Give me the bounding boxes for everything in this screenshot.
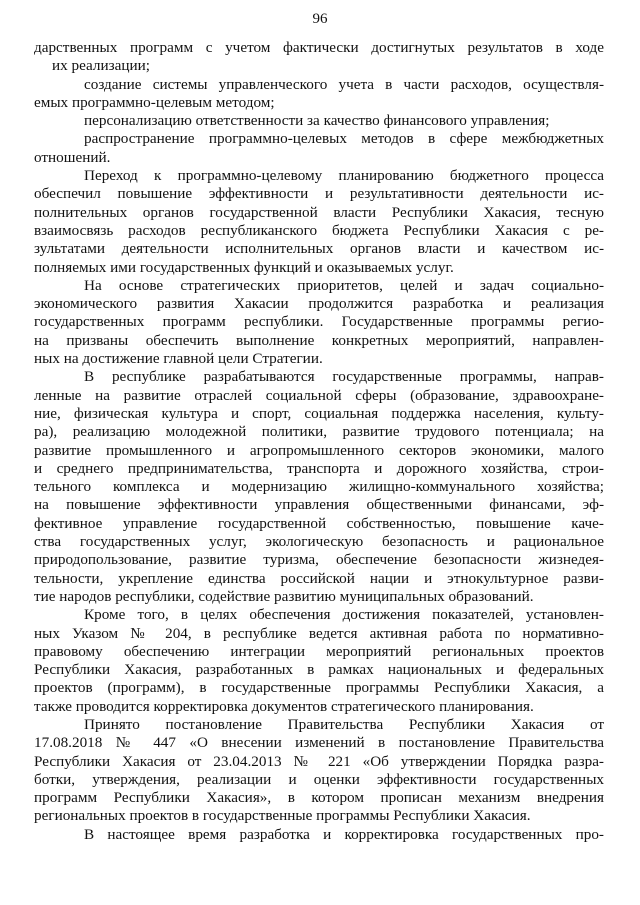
text-line: ние, физическая культура и спорт, социальная поддержка населения, культу-: [34, 404, 604, 422]
text-line: создание системы управленческого учета в части расходов, осуществля-: [84, 75, 604, 93]
text-line: ленные на развитие отраслей социальной сферы (образование, здравоохране-: [34, 386, 604, 404]
text-line: и среднего предпринимательства, транспорта и дорожного хозяйства, строи-: [34, 459, 604, 477]
page-number: 96: [312, 11, 328, 27]
text-line: проектов (программ), в государственные программы Республики Хакасия, а: [34, 679, 604, 697]
text-line: их реализации;: [52, 57, 150, 75]
text-line: Республики Хакасия, разработанных в рамках национальных и федеральных: [34, 661, 604, 679]
text-line: зультатами деятельности исполнительных органов власти и качеством ис-: [34, 240, 604, 258]
text-line: программ Республики Хакасия», в котором прописан механизм внедрения: [34, 789, 604, 807]
text-line: полняемых ими государственных функций и оказываемых услуг.: [34, 258, 454, 276]
text-line: В республике разрабатываются государственные программы, направ-: [84, 368, 604, 386]
text-line: обеспечил повышение эффективности и результативности деятельности ис-: [34, 185, 604, 203]
text-line: региональных проектов в государственные программы Республики Хакасия.: [34, 807, 531, 825]
text-line: распространение программно-целевых методов в сфере межбюджетных: [84, 130, 604, 148]
text-line: экономического развития Хакасии продолжится разработка и реализация: [34, 295, 604, 313]
text-line: тие народов республики, содействие развитию муниципальных образований.: [34, 587, 534, 605]
text-line: тельного комплекса и модернизацию жилищно-коммунального хозяйства;: [34, 478, 604, 496]
text-line: отношений.: [34, 148, 111, 166]
text-line: развитие промышленного и агропромышленного секторов экономики, малого: [34, 441, 604, 459]
text-line: взаимосвязь расходов республиканского бюджета Республики Хакасия с ре-: [34, 221, 604, 239]
text-line: фективное управление государственной собственностью, повышение каче-: [34, 514, 604, 532]
text-line: природопользование, развитие туризма, обеспечение безопасности жизнедея-: [34, 551, 604, 569]
text-line: на призваны обеспечить выполнение конкретных мероприятий, направлен-: [34, 331, 604, 349]
text-line: полнительных органов государственной власти Республики Хакасия, тесную: [34, 203, 604, 221]
text-line: тельности, укрепление единства российской нации и этнокультурное разви-: [34, 569, 604, 587]
text-line: емых программно-целевым методом;: [34, 93, 275, 111]
text-line: государственных программ республики. Государственные программы регио-: [34, 313, 604, 331]
text-line: В настоящее время разработка и корректировка государственных про-: [84, 825, 604, 843]
text-line: Республики Хакасия от 23.04.2013 № 221 «Об утверждении Порядка разра-: [34, 752, 604, 770]
text-line: ства государственных услуг, экологическую безопасность и рациональное: [34, 533, 604, 551]
text-line: Переход к программно-целевому планированию бюджетного процесса: [84, 167, 604, 185]
text-line: персонализацию ответственности за качество финансового управления;: [84, 112, 550, 130]
text-line: На основе стратегических приоритетов, целей и задач социально-: [84, 276, 604, 294]
document-body: [34, 39, 604, 844]
text-line: ботки, утверждения, реализации и оценки эффективности государственных: [34, 770, 604, 788]
text-line: ра), реализацию молодежной политики, развитие трудового потенциала; на: [34, 423, 604, 441]
text-line: ных Указом № 204, в республике ведется активная работа по нормативно-: [34, 624, 604, 642]
text-line: дарственных программ с учетом фактически достигнутых результатов в ходе: [34, 39, 604, 56]
text-line: на повышение эффективности управления общественными финансами, эф-: [34, 496, 604, 514]
text-line: Принято постановление Правительства Республики Хакасия от: [84, 715, 604, 733]
text-line: ных на достижение главной цели Стратегии.: [34, 350, 323, 368]
text-line: правовому обеспечению интеграции мероприятий региональных проектов: [34, 642, 604, 660]
text-line: Кроме того, в целях обеспечения достижения показателей, установлен-: [84, 606, 604, 624]
text-line: также проводится корректировка документов стратегического планирования.: [34, 697, 534, 715]
text-line: 17.08.2018 № 447 «О внесении изменений в постановление Правительства: [34, 734, 604, 752]
